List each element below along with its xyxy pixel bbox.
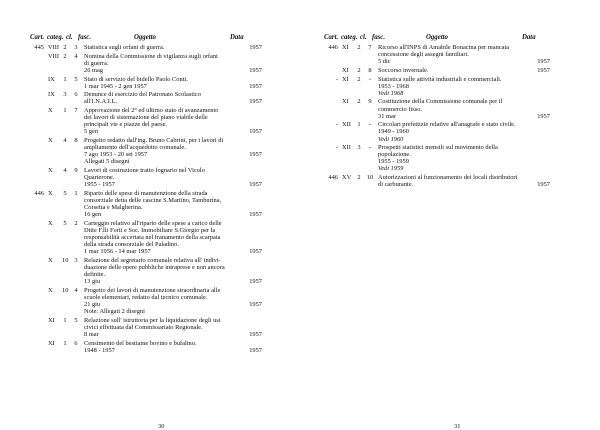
entry-cart: 446 bbox=[328, 44, 338, 51]
entry-category: X bbox=[48, 167, 53, 175]
left-page bbox=[30, 34, 262, 430]
entry-date: 1957 bbox=[249, 248, 262, 256]
entry-fascicle: 7 bbox=[74, 107, 78, 115]
header-fasc: fasc. bbox=[78, 34, 92, 41]
entry-cart: 445 bbox=[34, 44, 44, 51]
entry-category: X bbox=[48, 107, 53, 115]
description-text: 7 ago 1953 - 20 set 1957 bbox=[84, 151, 148, 159]
description-line bbox=[84, 181, 262, 188]
entry-cart: 446 bbox=[34, 189, 44, 197]
description-line bbox=[84, 174, 262, 181]
description-text: Progetto dei lavori di manutenzione straordinaria alle bbox=[84, 286, 221, 294]
inventory-entry bbox=[30, 257, 262, 285]
entry-class: 2 bbox=[357, 66, 361, 74]
inventory-entry bbox=[324, 67, 550, 74]
description-text: Quarterone. bbox=[84, 174, 115, 182]
description-line bbox=[84, 340, 262, 347]
description-line bbox=[378, 90, 550, 97]
entry-class: 1 bbox=[63, 75, 67, 83]
description-line bbox=[378, 98, 550, 105]
description-line bbox=[378, 67, 550, 74]
description-line bbox=[84, 211, 262, 218]
inventory-entry bbox=[30, 44, 262, 51]
entry-date: 1957 bbox=[249, 128, 262, 136]
inventory-entry bbox=[30, 137, 262, 165]
description-text: Vedi 1959 bbox=[378, 165, 404, 173]
description-line bbox=[378, 174, 550, 181]
entry-category: XII bbox=[342, 121, 351, 129]
description-text: 31 mar bbox=[378, 112, 396, 120]
description-text: Vedi 1960 bbox=[378, 135, 404, 143]
description-line bbox=[84, 248, 262, 255]
description-text: duazione delle opere pubbliche intraprese e non ancora bbox=[84, 264, 225, 272]
entry-description bbox=[84, 76, 262, 90]
entry-description bbox=[84, 257, 262, 285]
description-line bbox=[84, 287, 262, 294]
entry-category: X bbox=[48, 286, 53, 294]
description-line bbox=[84, 107, 262, 114]
entry-category: IX bbox=[48, 75, 55, 83]
description-text: consorziale detta delle cascine S.Martino, Tamburina, bbox=[84, 197, 222, 205]
column-header-row bbox=[324, 34, 550, 44]
description-text: 21 giu bbox=[84, 301, 101, 309]
right-page bbox=[324, 34, 550, 430]
entry-class: 2 bbox=[357, 75, 361, 83]
description-line bbox=[378, 158, 550, 165]
entry-description bbox=[84, 340, 262, 354]
entry-cart: - bbox=[335, 75, 338, 83]
entry-date: 1957 bbox=[537, 66, 550, 74]
entry-description bbox=[378, 121, 550, 142]
entry-category: XV bbox=[342, 174, 352, 182]
description-line bbox=[378, 151, 550, 158]
entry-description bbox=[84, 167, 262, 188]
description-line bbox=[378, 76, 550, 83]
entry-class: 1 bbox=[63, 339, 67, 347]
description-line bbox=[84, 294, 262, 301]
description-line bbox=[84, 137, 262, 144]
entry-date: 1957 bbox=[249, 346, 262, 354]
entry-cart: - bbox=[335, 144, 338, 152]
entry-date: 1957 bbox=[249, 278, 262, 286]
description-line bbox=[84, 308, 262, 315]
description-text: ampliamento dell'acquedotto comunale. bbox=[84, 144, 186, 152]
header-data: Data bbox=[522, 34, 536, 41]
description-line bbox=[84, 264, 262, 271]
inventory-entry bbox=[30, 190, 262, 218]
description-line bbox=[378, 144, 550, 151]
description-line bbox=[84, 67, 262, 74]
description-text: Approvazione del 2° ed ultimo stato di avanzamento bbox=[84, 107, 219, 115]
description-text: 1949 - 1960 bbox=[378, 128, 409, 136]
header-cart: Cart. bbox=[324, 34, 339, 41]
description-line bbox=[84, 121, 262, 128]
description-text: scuole elementari, redatto dal tecnico comunale. bbox=[84, 294, 208, 302]
description-line bbox=[378, 121, 550, 128]
entry-class: 1 bbox=[63, 107, 67, 115]
entry-category: XII bbox=[342, 144, 351, 152]
description-text: Carteggio relativo all'riparto delle spese a carico delle bbox=[84, 219, 222, 227]
description-line bbox=[84, 128, 262, 135]
description-line bbox=[378, 58, 550, 65]
entry-category: IX bbox=[48, 91, 55, 99]
description-line bbox=[84, 190, 262, 197]
inventory-entry bbox=[30, 317, 262, 338]
description-text: Stato di servizio del bidello Paolo Conti. bbox=[84, 75, 188, 83]
description-line bbox=[84, 83, 262, 90]
inventory-entry bbox=[324, 44, 550, 65]
description-text: 1 mar 1945 - 2 gen 1957 bbox=[84, 82, 147, 90]
entry-category: XI bbox=[342, 98, 349, 106]
description-text: Relazione sull' istruttoria per la liquidazione degli usi bbox=[84, 316, 221, 324]
description-line bbox=[378, 181, 550, 188]
description-text: 1955 - 1959 bbox=[378, 158, 409, 166]
entry-class: 2 bbox=[357, 174, 361, 182]
description-line bbox=[84, 167, 262, 174]
description-text: Soccorso invernale. bbox=[378, 66, 429, 74]
entry-fascicle: - bbox=[368, 144, 372, 152]
entry-category: XI bbox=[342, 66, 349, 74]
entry-class: 10 bbox=[62, 256, 69, 264]
inventory-entry bbox=[30, 287, 262, 315]
entry-fascicle: 4 bbox=[74, 286, 78, 294]
inventory-entry bbox=[30, 91, 262, 105]
description-line bbox=[378, 51, 550, 58]
description-line bbox=[84, 44, 262, 51]
description-line bbox=[84, 271, 262, 278]
entry-fascicle: - bbox=[368, 75, 372, 83]
entry-date: 1957 bbox=[249, 331, 262, 339]
description-text: 26 mag bbox=[84, 66, 103, 74]
entry-fascicle: 8 bbox=[74, 137, 78, 145]
entry-description bbox=[378, 44, 550, 65]
entry-date: 1957 bbox=[249, 44, 262, 51]
entry-description bbox=[84, 287, 262, 315]
entry-date: 1957 bbox=[249, 66, 262, 74]
inventory-entry bbox=[30, 340, 262, 354]
description-line bbox=[378, 113, 550, 120]
description-text: responsabilità accertata nel franamento della scarpata bbox=[84, 234, 221, 242]
description-text: civici effettuata dal Commissariato Regionale. bbox=[84, 324, 203, 331]
entry-fascicle: 5 bbox=[74, 316, 78, 324]
entry-class: 4 bbox=[63, 137, 67, 145]
description-line bbox=[378, 106, 550, 113]
description-line bbox=[378, 136, 550, 143]
entry-class: 1 bbox=[357, 121, 361, 129]
entry-date: 1957 bbox=[537, 181, 550, 189]
entry-description bbox=[84, 107, 262, 135]
inventory-entry bbox=[30, 220, 262, 255]
description-line bbox=[84, 114, 262, 121]
entry-category: X bbox=[48, 219, 53, 227]
description-text: commercio fisso. bbox=[378, 105, 423, 113]
right-entries bbox=[324, 44, 550, 188]
description-line bbox=[84, 331, 262, 338]
inventory-entry bbox=[30, 107, 262, 135]
description-text: Progetto redatto dall'ing. Bruno Cabrini, per i lavori di bbox=[84, 137, 224, 145]
entry-description bbox=[84, 220, 262, 255]
entry-description bbox=[378, 67, 550, 74]
entry-class: 2 bbox=[63, 44, 67, 51]
inventory-entry bbox=[324, 98, 550, 119]
description-line bbox=[84, 197, 262, 204]
entry-description bbox=[378, 144, 550, 172]
description-line bbox=[378, 83, 550, 90]
entry-date: 1957 bbox=[249, 98, 262, 106]
description-text: 13 giu bbox=[84, 278, 101, 286]
description-text: definite. bbox=[84, 271, 106, 279]
entry-cart: - bbox=[335, 121, 338, 129]
entry-category: X bbox=[48, 256, 53, 264]
description-line bbox=[84, 257, 262, 264]
description-text: all'I.N.A.I.L. bbox=[84, 98, 117, 106]
entry-class: 1 bbox=[63, 316, 67, 324]
description-line bbox=[84, 76, 262, 83]
header-fasc: fasc. bbox=[372, 34, 386, 41]
header-cl: cl. bbox=[360, 34, 367, 41]
entry-description bbox=[84, 137, 262, 165]
header-cart: Cart. bbox=[30, 34, 45, 41]
entry-fascicle: 6 bbox=[74, 339, 78, 347]
entry-fascicle: 9 bbox=[74, 167, 78, 175]
description-line bbox=[84, 227, 262, 234]
description-text: Denunce di esercizio del Patronato Scolastico bbox=[84, 91, 201, 99]
description-line bbox=[84, 220, 262, 227]
entry-description bbox=[378, 76, 550, 97]
description-text: Autorizzazioni al funzionamento dei locali distributori bbox=[378, 174, 518, 182]
entry-description bbox=[84, 317, 262, 338]
inventory-entry bbox=[324, 76, 550, 97]
description-text: 1 mar 1956 - 14 mar 1957 bbox=[84, 248, 151, 256]
description-text: Allegati 5 disegni bbox=[84, 158, 130, 166]
entry-class: 3 bbox=[357, 144, 361, 152]
description-text: Statistica sulle attività industriali e commerciali. bbox=[378, 75, 502, 83]
entry-class: 10 bbox=[62, 286, 69, 294]
entry-fascicle: 8 bbox=[368, 66, 372, 74]
inventory-entry bbox=[30, 76, 262, 90]
description-text: Vedi 1968 bbox=[378, 89, 404, 97]
entry-class: 4 bbox=[63, 167, 67, 175]
description-text: di guerra. bbox=[84, 59, 109, 67]
entry-date: 1957 bbox=[537, 58, 550, 66]
entry-description bbox=[84, 44, 262, 51]
entry-cart: 446 bbox=[328, 174, 338, 182]
entry-category: X bbox=[48, 189, 53, 197]
entry-description bbox=[378, 174, 550, 188]
description-text: 5 gen bbox=[84, 128, 99, 136]
entry-class: 2 bbox=[357, 44, 361, 51]
inventory-entry bbox=[30, 167, 262, 188]
entry-date: 1957 bbox=[537, 112, 550, 120]
entry-date: 1957 bbox=[249, 211, 262, 219]
description-text: di carburante. bbox=[378, 181, 414, 189]
description-text: 1953 - 1968 bbox=[378, 82, 409, 90]
entry-fascicle: 5 bbox=[74, 75, 78, 83]
entry-category: VIII bbox=[48, 44, 59, 51]
entry-class: 5 bbox=[63, 189, 67, 197]
entry-category: XI bbox=[48, 339, 55, 347]
description-text: Ditte F.lli Forti e Soc. Immobiliare S.Giorgio per la bbox=[84, 227, 216, 234]
description-line bbox=[84, 60, 262, 67]
entry-category: VIII bbox=[48, 52, 59, 60]
entry-class: 2 bbox=[63, 52, 67, 60]
description-text: Censimento del bestiame bovino e bufalino. bbox=[84, 339, 197, 347]
entry-category: XI bbox=[48, 316, 55, 324]
description-text: Circolari prefettizie relative all'anagrafe e stato civile. bbox=[378, 121, 516, 129]
entry-description bbox=[378, 98, 550, 119]
description-text: 1955 - 1957 bbox=[84, 181, 115, 189]
description-line bbox=[84, 347, 262, 354]
description-text: principali vie e piazze del paese. bbox=[84, 121, 168, 129]
description-text: popolazione. bbox=[378, 151, 411, 159]
entry-class: 2 bbox=[357, 98, 361, 106]
entry-category: X bbox=[48, 137, 53, 145]
description-text: dei lavori di sistemazione del piano viabile delle bbox=[84, 114, 208, 122]
description-text: Ricorso all'INPS di Amabile Bonacina per mancata bbox=[378, 44, 510, 51]
description-text: Relazione del segretario comunale relativa all' indivi- bbox=[84, 256, 221, 264]
description-line bbox=[84, 98, 262, 105]
description-line bbox=[84, 317, 262, 324]
description-line bbox=[84, 144, 262, 151]
description-text: Costituzione della Commissione comunale per il bbox=[378, 98, 503, 106]
entry-description bbox=[84, 190, 262, 218]
description-text: 5 dic bbox=[378, 58, 391, 66]
description-text: concessione degli assegni familiari. bbox=[378, 51, 469, 59]
header-categ: categ. bbox=[47, 34, 64, 41]
entry-description bbox=[84, 91, 262, 105]
description-line bbox=[84, 324, 262, 331]
entry-class: 3 bbox=[63, 91, 67, 99]
description-text: Riparto delle spese di manutenzione della strada bbox=[84, 189, 208, 197]
description-line bbox=[84, 278, 262, 285]
inventory-entry bbox=[324, 144, 550, 172]
page-number-left: 30 bbox=[158, 423, 165, 430]
inventory-entry bbox=[324, 174, 550, 188]
description-text: Corsetta e Malgherina. bbox=[84, 204, 143, 212]
header-data: Data bbox=[230, 34, 244, 41]
inventory-entry bbox=[30, 53, 262, 74]
description-text: Nomina della Commissione di vigilanza sugli orfani bbox=[84, 52, 218, 60]
entry-category: XI bbox=[342, 44, 349, 51]
description-line bbox=[84, 53, 262, 60]
description-line bbox=[84, 234, 262, 241]
description-text: 1948 - 1957 bbox=[84, 346, 115, 354]
description-text: 16 gen bbox=[84, 211, 102, 219]
entry-fascicle: 2 bbox=[74, 219, 78, 227]
description-text: Statistica sugli orfani di guerra. bbox=[84, 44, 165, 51]
entry-date: 1957 bbox=[249, 82, 262, 90]
entry-date: 1957 bbox=[249, 181, 262, 189]
description-line bbox=[378, 44, 550, 51]
entry-fascicle: - bbox=[368, 121, 372, 129]
description-line bbox=[378, 128, 550, 135]
entry-fascicle: 9 bbox=[368, 98, 372, 106]
entry-fascicle: 1 bbox=[74, 189, 78, 197]
description-line bbox=[84, 91, 262, 98]
description-line bbox=[84, 151, 262, 158]
description-line bbox=[378, 165, 550, 172]
description-text: Lavori di costruzione tratto fognario nel Vicolo bbox=[84, 167, 205, 175]
description-line bbox=[84, 241, 262, 248]
entry-fascicle: 6 bbox=[74, 91, 78, 99]
entry-date: 1957 bbox=[249, 301, 262, 309]
entry-category: XI bbox=[342, 75, 349, 83]
entry-description bbox=[84, 53, 262, 74]
inventory-entry bbox=[324, 121, 550, 142]
entry-class: 5 bbox=[63, 219, 67, 227]
entry-fascicle: 3 bbox=[74, 256, 78, 264]
entry-fascicle: 4 bbox=[74, 52, 78, 60]
page-number-right: 31 bbox=[454, 423, 461, 430]
description-line bbox=[84, 301, 262, 308]
entry-fascicle: 7 bbox=[368, 44, 372, 51]
description-text: Note: Allegati 2 disegni bbox=[84, 308, 145, 316]
header-cl: cl. bbox=[66, 34, 73, 41]
description-text: Prospetti statistici mensili sul movimento della bbox=[378, 144, 498, 152]
entry-fascicle: 10 bbox=[366, 174, 374, 182]
header-oggetto: Oggetto bbox=[426, 34, 448, 41]
description-text: della strada consorziale del Paladino. bbox=[84, 241, 179, 249]
description-line bbox=[84, 204, 262, 211]
entry-fascicle: 3 bbox=[74, 44, 78, 51]
description-line bbox=[84, 158, 262, 165]
column-header-row bbox=[30, 34, 262, 44]
description-text: 8 mar bbox=[84, 331, 99, 339]
left-entries bbox=[30, 44, 262, 354]
entry-date: 1957 bbox=[249, 151, 262, 159]
header-categ: categ. bbox=[341, 34, 358, 41]
header-oggetto: Oggetto bbox=[134, 34, 156, 41]
